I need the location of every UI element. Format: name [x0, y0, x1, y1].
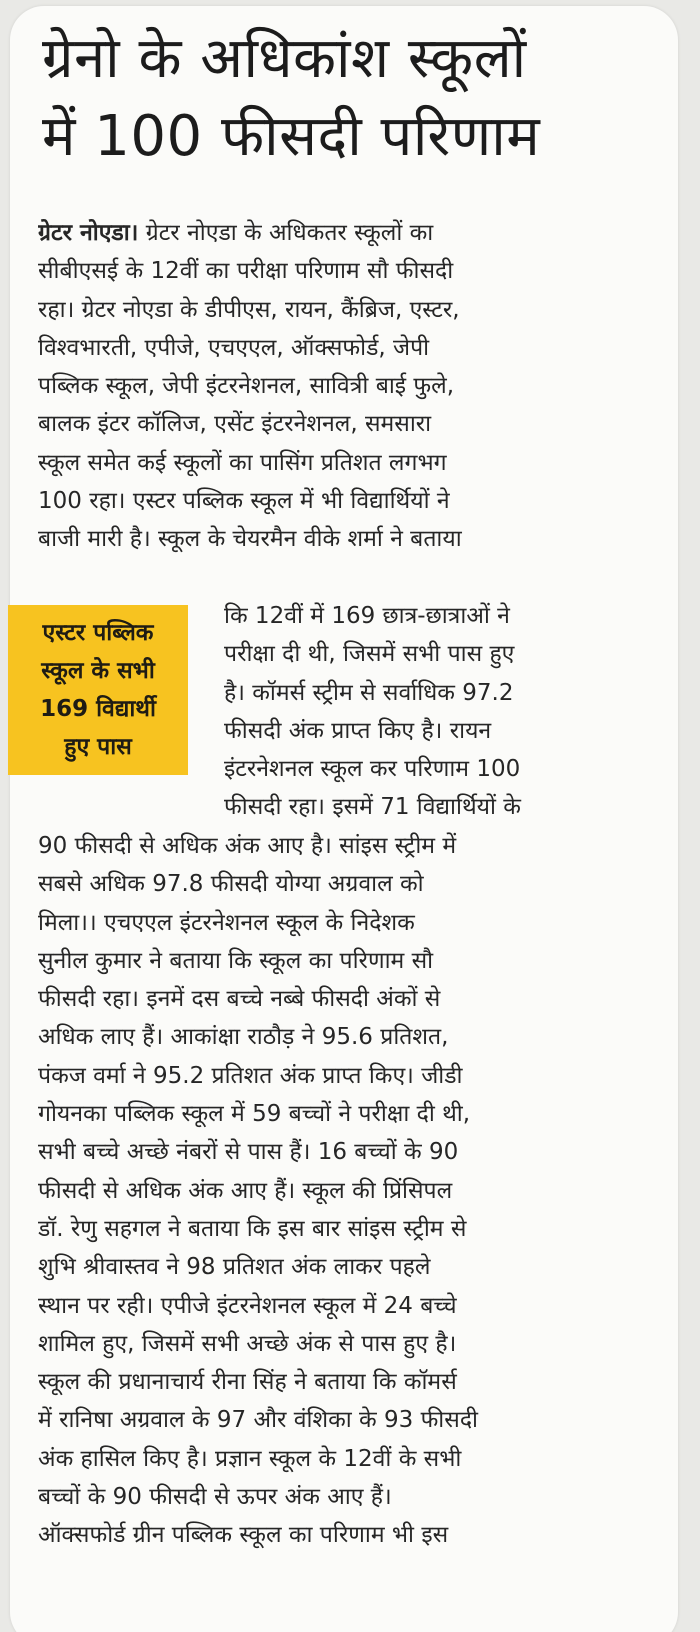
body-line: 100 रहा। एस्टर पब्लिक स्कूल में भी विद्यार्थियों ने — [38, 488, 450, 515]
body-line: फीसदी रहा। इनमें दस बच्चे नब्बे फीसदी अंकों से — [38, 986, 441, 1013]
body-line — [38, 214, 678, 252]
body-line: मिला।। एचएएल इंटरनेशनल स्कूल के निदेशक — [38, 909, 415, 936]
body-line: स्थान पर रही। एपीजे इंटरनेशनल स्कूल में 24 बच्चे — [38, 1292, 457, 1319]
body-line: डॉ. रेणु सहगल ने बताया कि इस बार सांइस स्ट्रीम से — [38, 1215, 467, 1242]
body-line: शुभि श्रीवास्तव ने 98 प्रतिशत अंक लाकर पहले — [38, 1254, 431, 1281]
body-line: पब्लिक स्कूल, जेपी इंटरनेशनल, सावित्री बाई फुले, — [38, 373, 455, 400]
body-line: अंक हासिल किए है। प्रज्ञान स्कूल के 12वीं के सभी — [38, 1445, 462, 1472]
article-headline — [42, 20, 662, 176]
body-line: गोयनका पब्लिक स्कूल में 59 बच्चों ने परीक्षा दी थी, — [38, 1101, 471, 1128]
body-line: बालक इंटर कॉलिज, एसेंट इंटरनेशनल, समसारा — [38, 411, 432, 438]
body-line: फीसदी अंक प्राप्त किए है। रायन — [224, 717, 492, 744]
dateline: ग्रेटर नोएडा। — [38, 220, 139, 246]
body-line: शामिल हुए, जिसमें सभी अच्छे अंक से पास हुए है। — [38, 1330, 457, 1357]
highlight-line: 169 विद्यार्थी — [40, 696, 156, 722]
body-line: कि 12वीं में 169 छात्र-छात्राओं ने — [224, 603, 510, 629]
highlight-line: हुए पास — [64, 734, 132, 760]
body-line: स्कूल समेत कई स्कूलों का पासिंग प्रतिशत लगभग — [38, 449, 447, 476]
body-line: सीबीएसई के 12वीं का परीक्षा परिणाम सौ फीसदी — [38, 258, 454, 285]
body-line: 90 फीसदी से अधिक अंक आए है। सांइस स्ट्रीम में — [38, 833, 457, 859]
body-line: है। कॉमर्स स्ट्रीम से सर्वाधिक 97.2 — [224, 679, 514, 706]
highlight-box — [8, 605, 188, 775]
body-line: बच्चों के 90 फीसदी से ऊपर अंक आए हैं। — [38, 1484, 392, 1511]
headline-line: ग्रेनो के अधिकांश स्कूलों — [42, 26, 527, 91]
body-line: स्कूल की प्रधानाचार्य रीना सिंह ने बताया कि कॉमर्स — [38, 1369, 457, 1396]
article-body-wrap — [224, 597, 674, 827]
body-line: अधिक लाए हैं। आकांक्षा राठौड़ ने 95.6 प्रतिशत, — [38, 1024, 449, 1051]
body-line: बाजी मारी है। स्कूल के चेयरमैन वीके शर्मा ने बताया — [38, 526, 462, 553]
body-line: ऑक्सफोर्ड ग्रीन पब्लिक स्कूल का परिणाम भी इस — [38, 1522, 449, 1549]
body-line: में रानिषा अग्रवाल के 97 और वंशिका के 93 फीसदी — [38, 1407, 478, 1434]
article-body-top — [38, 214, 678, 559]
article-body-bottom — [38, 827, 678, 1555]
body-line: फीसदी से अधिक अंक आए हैं। स्कूल की प्रिंसिपल — [38, 1177, 453, 1204]
body-line: सभी बच्चे अच्छे नंबरों से पास हैं। 16 बच्चों के 90 — [38, 1139, 459, 1166]
highlight-line: एस्टर पब्लिक — [42, 620, 154, 646]
body-line: फीसदी रहा। इसमें 71 विद्यार्थियों के — [224, 794, 521, 821]
body-line: परीक्षा दी थी, जिसमें सभी पास हुए — [224, 641, 515, 668]
body-line-text: ग्रेटर नोएडा के अधिकतर स्कूलों का — [138, 220, 434, 246]
body-line: विश्वभारती, एपीजे, एचएएल, ऑक्सफोर्ड, जेपी — [38, 334, 430, 361]
highlight-line: स्कूल के सभी — [41, 658, 155, 684]
body-line: रहा। ग्रेटर नोएडा के डीपीएस, रायन, कैंब्रिज, एस्टर, — [38, 296, 460, 323]
body-line: सबसे अधिक 97.8 फीसदी योग्या अग्रवाल को — [38, 871, 424, 898]
body-line: सुनील कुमार ने बताया कि स्कूल का परिणाम सौ — [38, 947, 434, 974]
highlight-text — [40, 614, 156, 766]
body-line: पंकज वर्मा ने 95.2 प्रतिशत अंक प्राप्त किए। जीडी — [38, 1062, 463, 1089]
headline-line: में 100 फीसदी परिणाम — [42, 104, 541, 169]
body-line: इंटरनेशनल स्कूल कर परिणाम 100 — [224, 756, 521, 783]
